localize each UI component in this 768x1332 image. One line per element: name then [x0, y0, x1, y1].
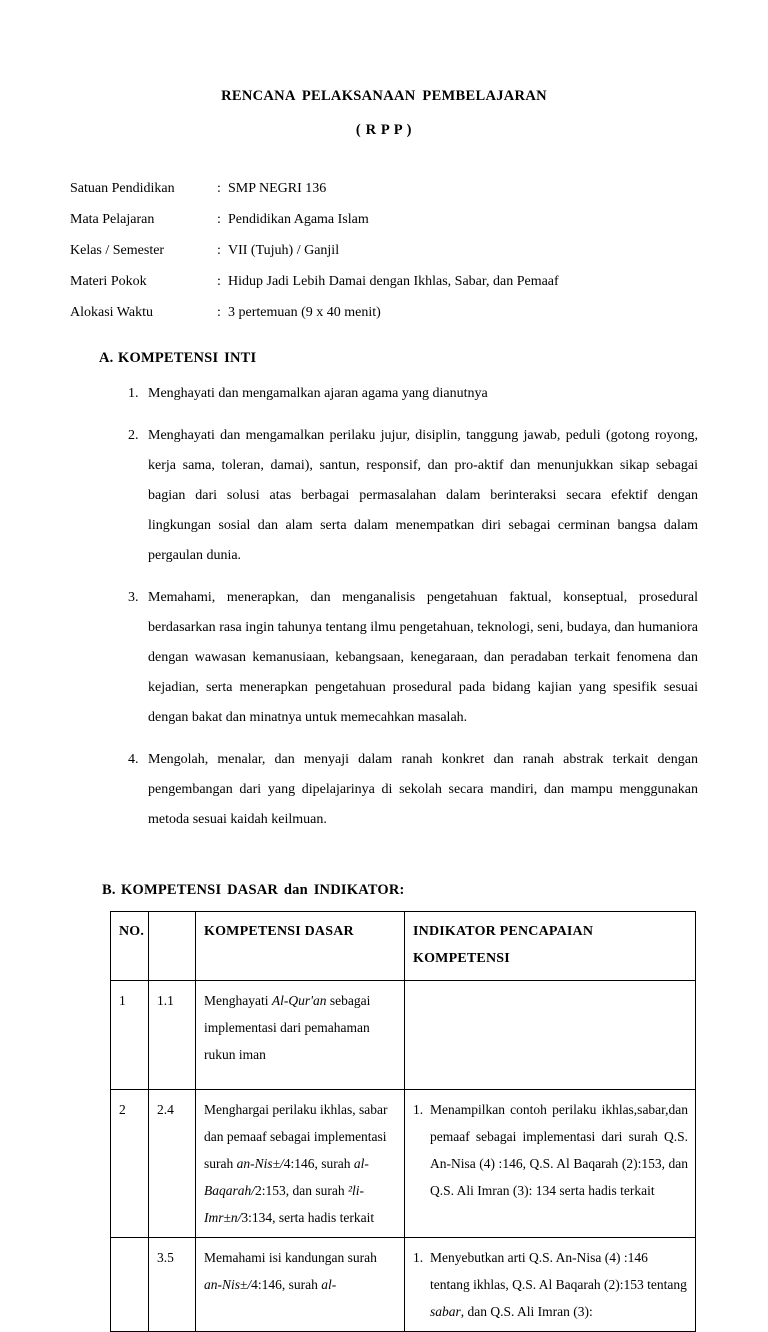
- metadata-row: [70, 213, 698, 227]
- kd-text-mid: 4:146, surah: [283, 1156, 354, 1172]
- metadata-colon: :: [217, 181, 221, 197]
- cell-indikator: [405, 1090, 696, 1238]
- cell-indikator: [405, 981, 696, 1090]
- column-header-kompetensi-dasar: KOMPETENSI DASAR: [196, 912, 405, 981]
- table-row: [111, 1090, 696, 1238]
- metadata-colon: :: [217, 212, 221, 228]
- section-b-letter: B.: [102, 882, 116, 899]
- document-metadata: [70, 182, 698, 320]
- metadata-row: [70, 275, 698, 289]
- kd-text-mid-2: 2:153, dan surah: [255, 1183, 348, 1199]
- metadata-colon: :: [217, 243, 221, 259]
- metadata-row: [70, 306, 698, 320]
- metadata-colon: :: [217, 305, 221, 321]
- cell-no: [111, 1238, 149, 1332]
- list-item-text: Menghayati dan mengamalkan ajaran agama yang dianutnya: [148, 386, 488, 402]
- metadata-value: Hidup Jadi Lebih Damai dengan Ikhlas, Sabar, dan Pemaaf: [228, 274, 559, 290]
- metadata-value: 3 pertemuan (9 x 40 menit): [228, 305, 381, 321]
- kd-text-italic: Al-Qur'an: [271, 993, 327, 1009]
- cell-no: 2: [111, 1090, 149, 1238]
- kd-text-italic: an-Nis±/: [204, 1277, 252, 1293]
- kd-text-pre: Menghargai perilaku ikhlas, sabar dan pemaaf sebagai implementasi surah: [204, 1102, 388, 1172]
- cell-kompetensi-dasar: [196, 1090, 405, 1238]
- metadata-value: Pendidikan Agama Islam: [228, 212, 369, 228]
- metadata-row: [70, 244, 698, 258]
- metadata-label: Materi Pokok: [70, 274, 147, 290]
- list-item: [70, 421, 698, 571]
- indikator-marker: 1.: [413, 1250, 424, 1266]
- list-item-marker: 1.: [128, 386, 139, 402]
- metadata-label: Mata Pelajaran: [70, 212, 155, 228]
- table-row: [111, 981, 696, 1090]
- cell-indikator: [405, 1238, 696, 1332]
- kd-text-italic-2: al-: [321, 1277, 337, 1293]
- list-item: [70, 379, 698, 409]
- cell-code: 1.1: [149, 981, 196, 1090]
- column-header-code: [149, 912, 196, 981]
- metadata-value: SMP NEGRI 136: [228, 181, 327, 197]
- metadata-colon: :: [217, 274, 221, 290]
- indikator-text: Menampilkan contoh perilaku ikhlas,sabar,dan pemaaf sebagai implementasi dari surah Q.S. An-Nisa (4) :146, Q.S. Al Baqarah (2):153, dan Q.S. Ali Imran (3): 134 serta hadis terkait: [430, 1102, 688, 1199]
- kd-text-post: sebagai implementasi dari pemahaman rukun iman: [204, 993, 371, 1063]
- table-header-row: [111, 912, 696, 981]
- kompetensi-inti-list: [70, 379, 698, 835]
- column-header-indikator: INDIKATOR PENCAPAIAN KOMPETENSI: [405, 912, 696, 981]
- list-item-text: Memahami, menerapkan, dan menganalisis pengetahuan faktual, konseptual, prosedural berdasarkan rasa ingin tahunya tentang ilmu pengetahuan, teknologi, seni, budaya, dan humaniora dengan wawasan kemanusiaan, kebangsaan, kenegaraan, dan peradaban terkait fenomena dan kejadian, serta menerapkan pengetahuan prosedural pada bidang kajian yang spesifik sesuai dengan bakat dan minatnya untuk memecahkan masalah.: [148, 590, 698, 726]
- page-title: RENCANA PELAKSANAAN PEMBELAJARAN: [221, 88, 547, 104]
- column-header-no: NO.: [111, 912, 149, 981]
- section-b-heading: [70, 882, 698, 899]
- page-subtitle: ( R P P ): [355, 122, 413, 139]
- indikator-marker: 1.: [413, 1102, 424, 1118]
- cell-no: 1: [111, 981, 149, 1090]
- kd-text-pre: Memahami isi kandungan surah: [204, 1250, 377, 1266]
- section-a-title: KOMPETENSI INTI: [118, 350, 257, 367]
- section-a-heading: [70, 350, 698, 367]
- table-row: [111, 1238, 696, 1332]
- kd-text-post: 3:134, serta hadis terkait: [241, 1210, 375, 1226]
- cell-kompetensi-dasar: [196, 1238, 405, 1332]
- kd-text-italic-3: ²li-Imr±n/: [204, 1183, 365, 1226]
- kompetensi-dasar-table: [110, 911, 696, 1332]
- list-item-marker: 2.: [128, 428, 139, 444]
- list-item: [70, 745, 698, 835]
- indikator-text-italic: sabar: [430, 1304, 461, 1320]
- cell-kompetensi-dasar: [196, 981, 405, 1090]
- list-item-text: Mengolah, menalar, dan menyaji dalam ranah konkret dan ranah abstrak terkait dengan pengembangan dari yang dipelajarinya di sekolah secara mandiri, dan mampu menggunakan metoda sesuai kaidah keilmuan.: [148, 752, 698, 828]
- list-item: [70, 583, 698, 733]
- title-block: [70, 0, 698, 139]
- list-item-marker: 4.: [128, 752, 139, 768]
- section-a-letter: A.: [99, 350, 114, 367]
- indikator-list: [413, 1096, 688, 1204]
- kd-text-mid: 4:146, surah: [251, 1277, 322, 1293]
- kd-text-italic-2: al-Baqarah/: [204, 1156, 369, 1199]
- kd-text-pre: Menghayati: [204, 993, 272, 1009]
- list-item-marker: 3.: [128, 590, 139, 606]
- indikator-text-pre: Menyebutkan arti Q.S. An-Nisa (4) :146 tentang ikhlas, Q.S. Al Baqarah (2):153 tentang: [430, 1250, 687, 1293]
- kd-text-italic: an-Nis±/: [236, 1156, 284, 1172]
- indikator-text-post: , dan Q.S. Ali Imran (3):: [460, 1304, 593, 1320]
- section-kompetensi-inti: [70, 350, 698, 835]
- metadata-value: VII (Tujuh) / Ganjil: [228, 243, 340, 259]
- metadata-label: Satuan Pendidikan: [70, 181, 175, 197]
- metadata-row: [70, 182, 698, 196]
- cell-code: 2.4: [149, 1090, 196, 1238]
- list-item-text: Menghayati dan mengamalkan perilaku jujur, disiplin, tanggung jawab, peduli (gotong royong, kerja sama, toleran, damai), santun, responsif, dan pro-aktif dan menunjukkan sikap sebagai bagian dari solusi atas berbagai permasalahan dalam berinteraksi secara efektif dengan lingkungan sosial dan alam serta dalam menempatkan diri sebagai cerminan bangsa dalam pergaulan dunia.: [148, 428, 698, 564]
- metadata-label: Kelas / Semester: [70, 243, 165, 259]
- indikator-text: [430, 1244, 688, 1325]
- section-b-title: KOMPETENSI DASAR dan INDIKATOR:: [121, 882, 405, 899]
- indikator-list: [413, 1244, 688, 1325]
- metadata-label: Alokasi Waktu: [70, 305, 153, 321]
- cell-code: 3.5: [149, 1238, 196, 1332]
